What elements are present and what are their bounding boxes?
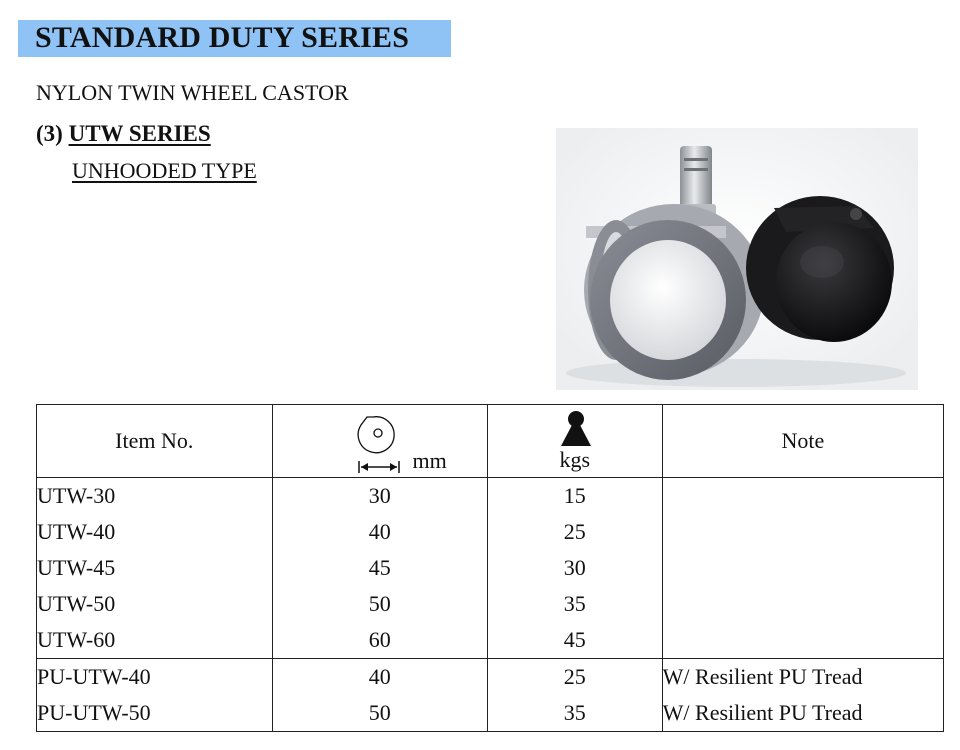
header-item-no xyxy=(37,405,273,478)
note-cell xyxy=(662,478,943,515)
series-banner xyxy=(18,20,451,57)
note-cell xyxy=(662,514,943,550)
table-row xyxy=(37,695,944,732)
header-item-label: Item No. xyxy=(115,428,194,453)
table-row xyxy=(37,659,944,696)
load-cell: 25 xyxy=(487,659,662,696)
note-cell: W/ Resilient PU Tread xyxy=(662,659,943,696)
table-header-row xyxy=(37,405,944,478)
type-label: UNHOODED TYPE xyxy=(72,158,257,183)
note-cell xyxy=(662,550,943,586)
load-cell: 35 xyxy=(487,586,662,622)
diameter-cell: 40 xyxy=(272,514,487,550)
series-number: (3) xyxy=(36,121,63,146)
header-note xyxy=(662,405,943,478)
diameter-unit: mm xyxy=(412,448,447,473)
item-no-cell: UTW-40 xyxy=(37,514,273,550)
load-cell: 25 xyxy=(487,514,662,550)
item-no-cell: UTW-60 xyxy=(37,622,273,659)
note-cell xyxy=(662,622,943,659)
header-load xyxy=(487,405,662,478)
item-no-cell: UTW-50 xyxy=(37,586,273,622)
wheel-diameter-icon xyxy=(357,413,403,473)
load-unit: kgs xyxy=(559,447,591,472)
note-cell xyxy=(662,586,943,622)
product-subtitle: NYLON TWIN WHEEL CASTOR xyxy=(36,80,349,105)
note-cell: W/ Resilient PU Tread xyxy=(662,695,943,732)
item-no-cell: PU-UTW-50 xyxy=(37,695,273,732)
diameter-cell: 40 xyxy=(272,659,487,696)
diameter-cell: 50 xyxy=(272,695,487,732)
table-row xyxy=(37,514,944,550)
diameter-cell: 50 xyxy=(272,586,487,622)
caster-wheel-photo xyxy=(556,128,918,390)
table-row xyxy=(37,550,944,586)
table-row xyxy=(37,586,944,622)
diameter-cell: 45 xyxy=(272,550,487,586)
banner-title: STANDARD DUTY SERIES xyxy=(35,21,410,54)
load-cell: 15 xyxy=(487,478,662,515)
table-row xyxy=(37,622,944,659)
series-heading xyxy=(36,121,211,147)
header-diameter xyxy=(272,405,487,478)
diameter-cell: 60 xyxy=(272,622,487,659)
diameter-cell: 30 xyxy=(272,478,487,515)
table-row xyxy=(37,478,944,515)
item-no-cell: PU-UTW-40 xyxy=(37,659,273,696)
spec-table xyxy=(36,404,944,732)
load-cell: 45 xyxy=(487,622,662,659)
load-cell: 30 xyxy=(487,550,662,586)
series-name: UTW SERIES xyxy=(68,121,211,146)
item-no-cell: UTW-45 xyxy=(37,550,273,586)
caster-photo-graphic xyxy=(556,128,918,390)
load-weight-icon xyxy=(560,410,592,446)
item-no-cell: UTW-30 xyxy=(37,478,273,515)
header-note-label: Note xyxy=(781,428,825,453)
load-cell: 35 xyxy=(487,695,662,732)
